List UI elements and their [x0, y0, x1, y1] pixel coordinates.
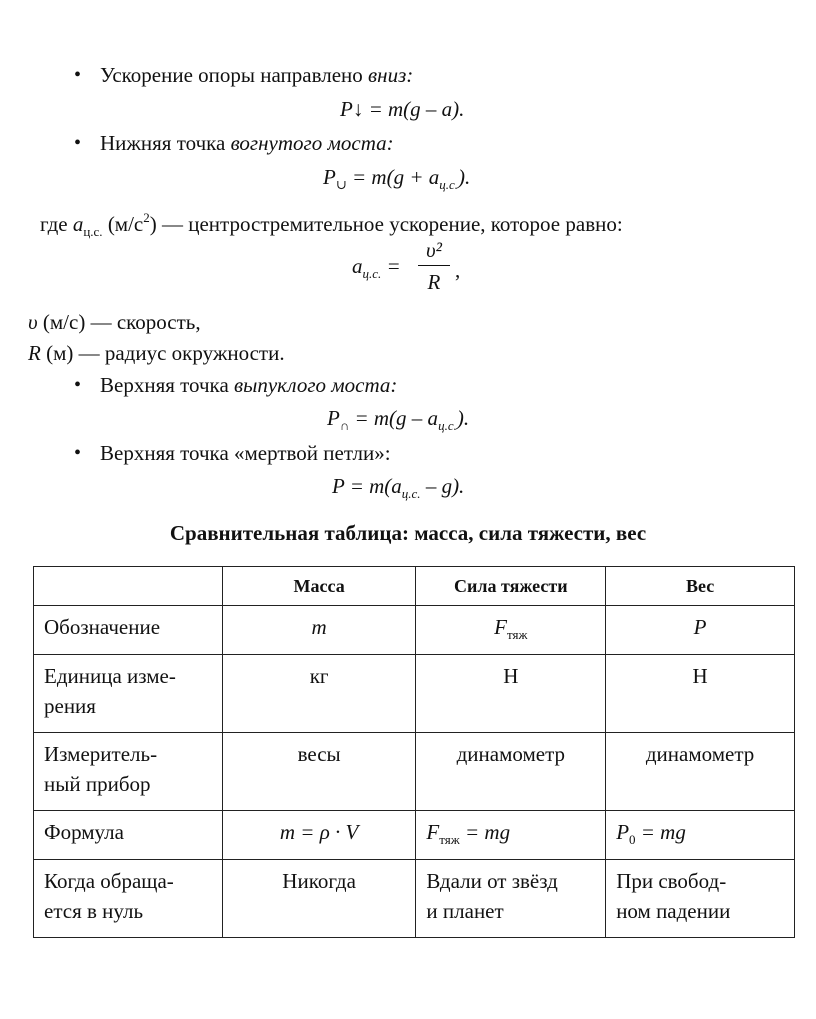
fraction-numerator: υ² [418, 238, 450, 266]
bullet-italic: вогнутого моста: [230, 131, 394, 155]
row-label: Когда обраща- ется в нуль [34, 860, 223, 938]
centripetal-comma: , [455, 258, 461, 282]
cell-mass: m = ρ · V [222, 811, 416, 860]
bullet-italic: выпуклого моста: [234, 373, 398, 397]
table-row [34, 733, 795, 811]
cell-gravity: $F_{тяж}$ [416, 606, 606, 655]
fraction-denominator: R [427, 270, 441, 294]
bullet-concave-bridge [100, 130, 394, 156]
table-row [34, 606, 795, 655]
formula-concave-bridge: $P_\cup = m(g + a_{ц.с.})$. [323, 165, 471, 192]
table-header-row [34, 567, 795, 606]
centripetal-formula-lhs: $a_{ц.с.}$ = [352, 254, 401, 281]
bullet-text: Верхняя точка [100, 373, 235, 397]
bullet-text: Верхняя точка «мертвой петли»: [100, 441, 391, 465]
header-empty [34, 567, 223, 606]
cell-weight: $P_0$ = mg [606, 811, 795, 860]
cell-mass: кг [222, 655, 416, 733]
bullet-text: Нижняя точка [100, 131, 231, 155]
table-title: Сравнительная таблица: масса, сила тяжести, вес [169, 521, 647, 545]
cell-gravity: Н [416, 655, 606, 733]
centripetal-definition: где $a_{ц.с.}$ $(м/с^2)$ — центростремительное ускорение, которое равно: [40, 210, 623, 239]
formula-support-down: P↓ = m(g – a). [340, 97, 465, 121]
row-label: Единица изме- рения [34, 655, 223, 733]
row-label: Обозначение [34, 606, 223, 655]
formula-dead-loop: $P = m(a_{ц.с.} - g)$. [332, 474, 465, 501]
header-mass: Масса [222, 567, 416, 606]
cell-mass: m [222, 606, 416, 655]
velocity-definition: υ (м/с) — скорость, [28, 310, 201, 334]
bullet-convex-bridge [100, 372, 397, 398]
centripetal-fraction [418, 238, 450, 295]
bullet-text: Ускорение опоры направлено [100, 63, 369, 87]
cell-gravity: динамометр [416, 733, 606, 811]
cell-mass: Никогда [222, 860, 416, 938]
comparison-table [33, 566, 795, 938]
table-row [34, 811, 795, 860]
cell-weight: P [606, 606, 795, 655]
header-weight: Вес [606, 567, 795, 606]
cell-gravity: $F_{тяж}$ = mg [416, 811, 606, 860]
formula-convex-bridge: $P_\cap = m(g - a_{ц.с.})$. [327, 406, 470, 433]
table-row [34, 655, 795, 733]
row-label: Измеритель- ный прибор [34, 733, 223, 811]
table-row [34, 860, 795, 938]
cell-weight: При свобод- ном падении [606, 860, 795, 938]
cell-weight: динамометр [606, 733, 795, 811]
cell-weight: Н [606, 655, 795, 733]
bullet-italic: вниз: [368, 63, 414, 87]
row-label: Формула [34, 811, 223, 860]
cell-mass: весы [222, 733, 416, 811]
bullet-support-down [100, 62, 413, 88]
cell-gravity: Вдали от звёзд и планет [416, 860, 606, 938]
radius-definition: R (м) — радиус окружности. [28, 341, 285, 365]
header-gravity: Сила тяжести [416, 567, 606, 606]
bullet-dead-loop [100, 440, 391, 466]
